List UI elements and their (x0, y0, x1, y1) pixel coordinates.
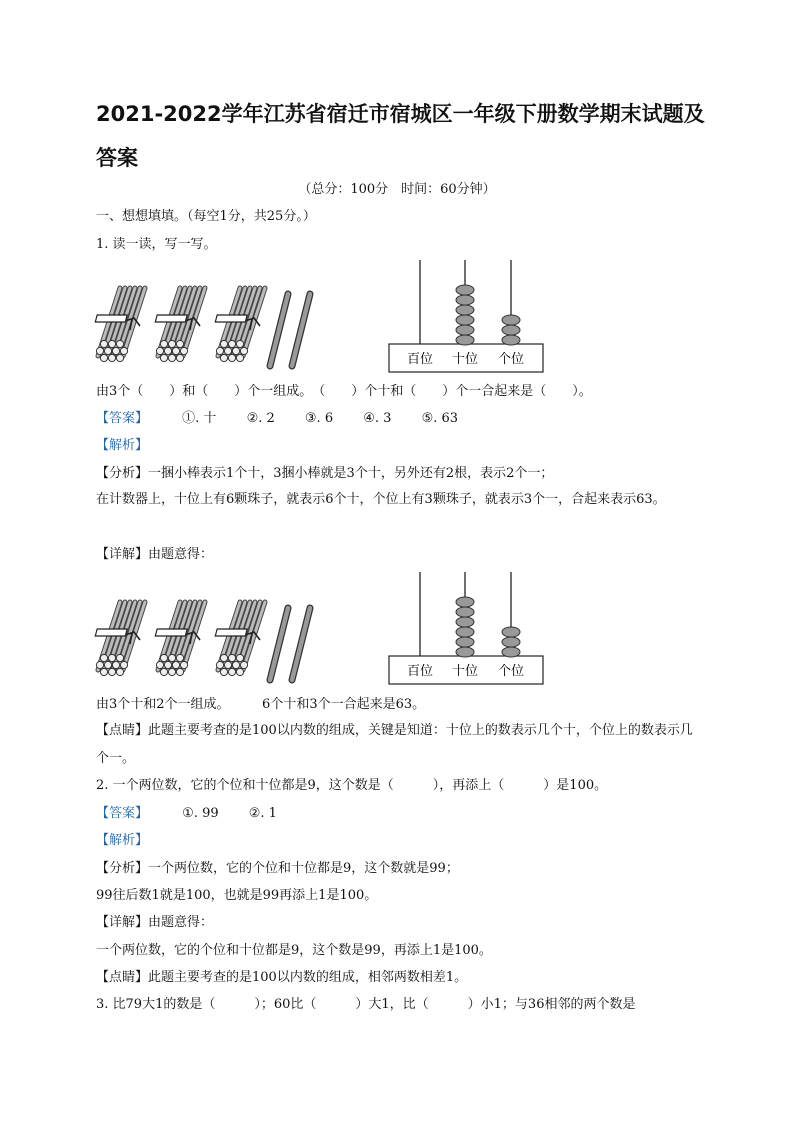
dianjing-text: 此题主要考查的是100以内数的组成，相邻两数相差1。 (148, 970, 468, 985)
stick-bundle (95, 288, 145, 362)
abacus-bead (456, 295, 474, 305)
sticks-illustration-detail (94, 596, 334, 686)
fenxi-line-2: 在计数器上，十位上有6颗珠子，就表示6个十，个位上有3颗珠子，就表示3个一，合起来表示63。 (96, 492, 666, 507)
fenxi-line-1 (96, 859, 459, 879)
answer-tag: 【答案】 (96, 806, 149, 821)
answer-list (182, 806, 303, 821)
abacus-bead (456, 597, 474, 607)
dianjing-line (96, 968, 467, 988)
abacus-bead (502, 325, 520, 335)
dianjing-line-1 (96, 717, 700, 773)
abacus-bead (456, 335, 474, 345)
answer-item: ①. 99 (182, 806, 219, 821)
stick-bundle (95, 602, 145, 676)
result-line: 由3个十和2个一组成。 6个十和3个一合起来是63。 (96, 697, 426, 712)
question-1-stem: 1. 读一读，写一写。 (96, 237, 217, 252)
answer-item: ④. 3 (363, 411, 392, 426)
detail-text: 由题意得： (148, 915, 214, 930)
detail-line-2: 一个两位数，它的个位和十位都是9，这个数是99，再添上1是100。 (96, 943, 492, 958)
analysis-tag: 【解析】 (96, 438, 149, 453)
answer-item: ②. 1 (248, 806, 277, 821)
stick-bundle (155, 288, 205, 362)
abacus-bead (502, 335, 520, 345)
abacus-label-hundreds: 百位 (406, 352, 434, 367)
answer-row-1 (96, 409, 484, 429)
dianjing-text: 此题主要考查的是100以内数的组成，关键是知道：十位上的数表示几个十，个位上的数表示几个一。 (96, 723, 693, 766)
single-stick (270, 608, 288, 680)
detail-line (96, 913, 213, 933)
page-title: 2021-2022学年江苏省宿迁市宿城区一年级下册数学期末试题及答案 (96, 102, 705, 170)
abacus-label-hundreds: 百位 (406, 664, 434, 679)
answer-list (182, 411, 484, 426)
answer-item: ①. 十 (182, 411, 217, 426)
fenxi-text: 一捆小棒表示1个十，3捆小棒就是3个十，另外还有2根，表示2个一； (148, 466, 554, 481)
abacus-bead (456, 627, 474, 637)
fenxi-text: 一个两位数，它的个位和十位都是9，这个数就是99； (148, 861, 459, 876)
section-heading: 一、想想填填。（每空1分，共25分。） (96, 209, 316, 224)
abacus-illustration (388, 258, 548, 374)
question-3-stem: 3. 比79大1的数是（ ）；60比（ ）大1，比（ ）小1；与36相邻的两个数是 (96, 997, 636, 1012)
question-1-fill-line: 由3个（ ）和（ ）个一组成。 （ ）个十和（ ）个一合起来是（ ）。 (96, 384, 592, 399)
fenxi-tag: 【分析】 (96, 861, 149, 876)
abacus-bead (456, 607, 474, 617)
detail-text: 由题意得： (148, 547, 214, 562)
answer-row-2 (96, 804, 303, 824)
abacus-bead (502, 315, 520, 325)
abacus-label-ones: 个位 (497, 352, 525, 367)
detail-tag: 【详解】 (96, 547, 149, 562)
abacus-bead (456, 637, 474, 647)
abacus-bead (502, 627, 520, 637)
question-2-stem: 2. 一个两位数，它的个位和十位都是9，这个数是（ ），再添上（ ）是100。 (96, 778, 608, 793)
fenxi-tag: 【分析】 (96, 466, 149, 481)
abacus-bead (456, 305, 474, 315)
stick-bundle (215, 602, 265, 676)
stick-bundle (215, 288, 265, 362)
single-stick (292, 608, 310, 680)
abacus-bead (456, 325, 474, 335)
abacus-label-ones: 个位 (497, 664, 525, 679)
dianjing-tag: 【点睛】 (96, 723, 149, 738)
fenxi-line-1 (96, 464, 553, 484)
abacus-bead (502, 647, 520, 657)
abacus-bead (456, 647, 474, 657)
sticks-illustration (94, 282, 334, 372)
fenxi-line-2: 99往后数1就是100，也就是99再添上1是100。 (96, 888, 378, 903)
exam-meta: （总分：100分 时间：60分钟） (298, 182, 496, 197)
stick-bundle (155, 602, 205, 676)
abacus-bead (502, 637, 520, 647)
answer-item: ③. 6 (304, 411, 334, 426)
abacus-bead (456, 315, 474, 325)
abacus-bead (456, 617, 474, 627)
answer-item: ②. 2 (246, 411, 275, 426)
analysis-tag: 【解析】 (96, 833, 149, 848)
answer-tag: 【答案】 (96, 411, 149, 426)
answer-item: ⑤. 63 (421, 411, 459, 426)
single-stick (270, 294, 288, 366)
abacus-bead (456, 285, 474, 295)
abacus-label-tens: 十位 (451, 352, 479, 367)
detail-tag: 【详解】 (96, 915, 149, 930)
abacus-label-tens: 十位 (451, 664, 479, 679)
dianjing-tag: 【点睛】 (96, 970, 149, 985)
abacus-illustration-detail (388, 570, 548, 686)
detail-line (96, 545, 213, 565)
single-stick (292, 294, 310, 366)
